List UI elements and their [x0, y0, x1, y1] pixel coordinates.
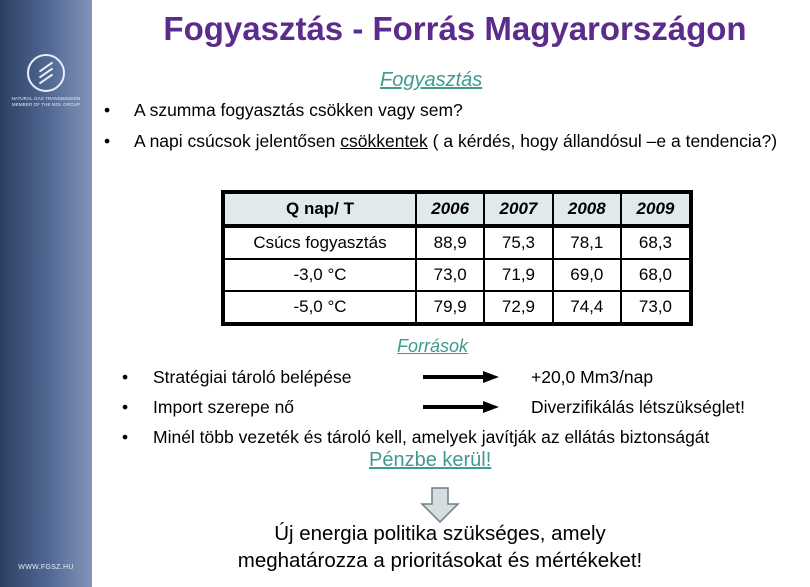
column-header: Q nap/ T [223, 192, 416, 226]
consumption-table [221, 190, 693, 326]
table-cell: 68,3 [621, 226, 691, 259]
sources-heading: Források [397, 336, 469, 356]
source-text: Minél több vezeték és tároló kell, amelyek javítják az ellátás biztonságát [153, 427, 710, 447]
table-row [223, 291, 691, 324]
bullet-dot: • [122, 367, 129, 387]
table-header-row [223, 192, 691, 226]
consumption-heading: Fogyasztás [380, 69, 483, 91]
bullet-item [104, 99, 804, 122]
source-text: Stratégiai tároló belépése [153, 367, 352, 387]
table-row [223, 259, 691, 291]
bullet-text: A szumma fogyasztás csökken vagy sem? [134, 100, 463, 120]
row-label: -5,0 °C [223, 291, 416, 324]
conclusion-line: meghatározza a prioritásokat és mértékeket! [237, 549, 643, 572]
table-cell: 88,9 [416, 226, 484, 259]
bullet-underlined-word: csökkentek [340, 131, 428, 151]
bullet-item [104, 130, 804, 153]
sidebar [0, 0, 92, 587]
conclusion-line: Új energia politika szükséges, amely [274, 522, 606, 545]
column-header: 2007 [484, 192, 552, 226]
source-item [122, 394, 810, 424]
table-cell: 72,9 [484, 291, 552, 324]
table-cell: 68,0 [621, 259, 691, 291]
column-header: 2006 [416, 192, 484, 226]
source-result: Diverzifikálás létszükséglet! [531, 397, 745, 417]
bullet-dot: • [122, 427, 129, 447]
right-arrow-icon [423, 401, 499, 413]
fgsz-logo [4, 54, 88, 108]
logo-text: NATURAL GAS TRANSMISSION MEMBER OF THE MOL GROUP [11, 96, 81, 107]
table-cell: 78,1 [553, 226, 621, 259]
website-url: WWW.FGSZ.HU [18, 564, 74, 571]
right-arrow-icon [423, 371, 499, 383]
logo-emblem-icon [27, 54, 65, 92]
column-header: 2009 [621, 192, 691, 226]
source-text: Import szerepe nő [153, 397, 295, 417]
table-cell: 75,3 [484, 226, 552, 259]
table-cell: 73,0 [416, 259, 484, 291]
conclusion-text [200, 520, 680, 574]
table-cell: 69,0 [553, 259, 621, 291]
sources-list [122, 364, 810, 454]
table-cell: 71,9 [484, 259, 552, 291]
slide-title: Fogyasztás - Forrás Magyarországon [163, 10, 747, 47]
table-cell: 74,4 [553, 291, 621, 324]
bullet-text-post: ( a kérdés, hogy állandósul –e a tendencia?) [427, 131, 778, 151]
bullet-dot: • [122, 397, 129, 417]
row-label: -3,0 °C [223, 259, 416, 291]
row-label: Csúcs fogyasztás [223, 226, 416, 259]
source-result: +20,0 Mm3/nap [531, 367, 654, 387]
down-arrow-icon [420, 487, 460, 523]
cost-note: Pénzbe kerül! [369, 449, 492, 471]
bullet-text-pre: A napi csúcsok jelentősen [134, 131, 341, 151]
source-item [122, 364, 810, 394]
column-header: 2008 [553, 192, 621, 226]
bullet-dot: • [104, 131, 111, 151]
consumption-bullets [104, 99, 804, 161]
table-cell: 73,0 [621, 291, 691, 324]
table-cell: 79,9 [416, 291, 484, 324]
bullet-dot: • [104, 100, 111, 120]
table-row [223, 226, 691, 259]
